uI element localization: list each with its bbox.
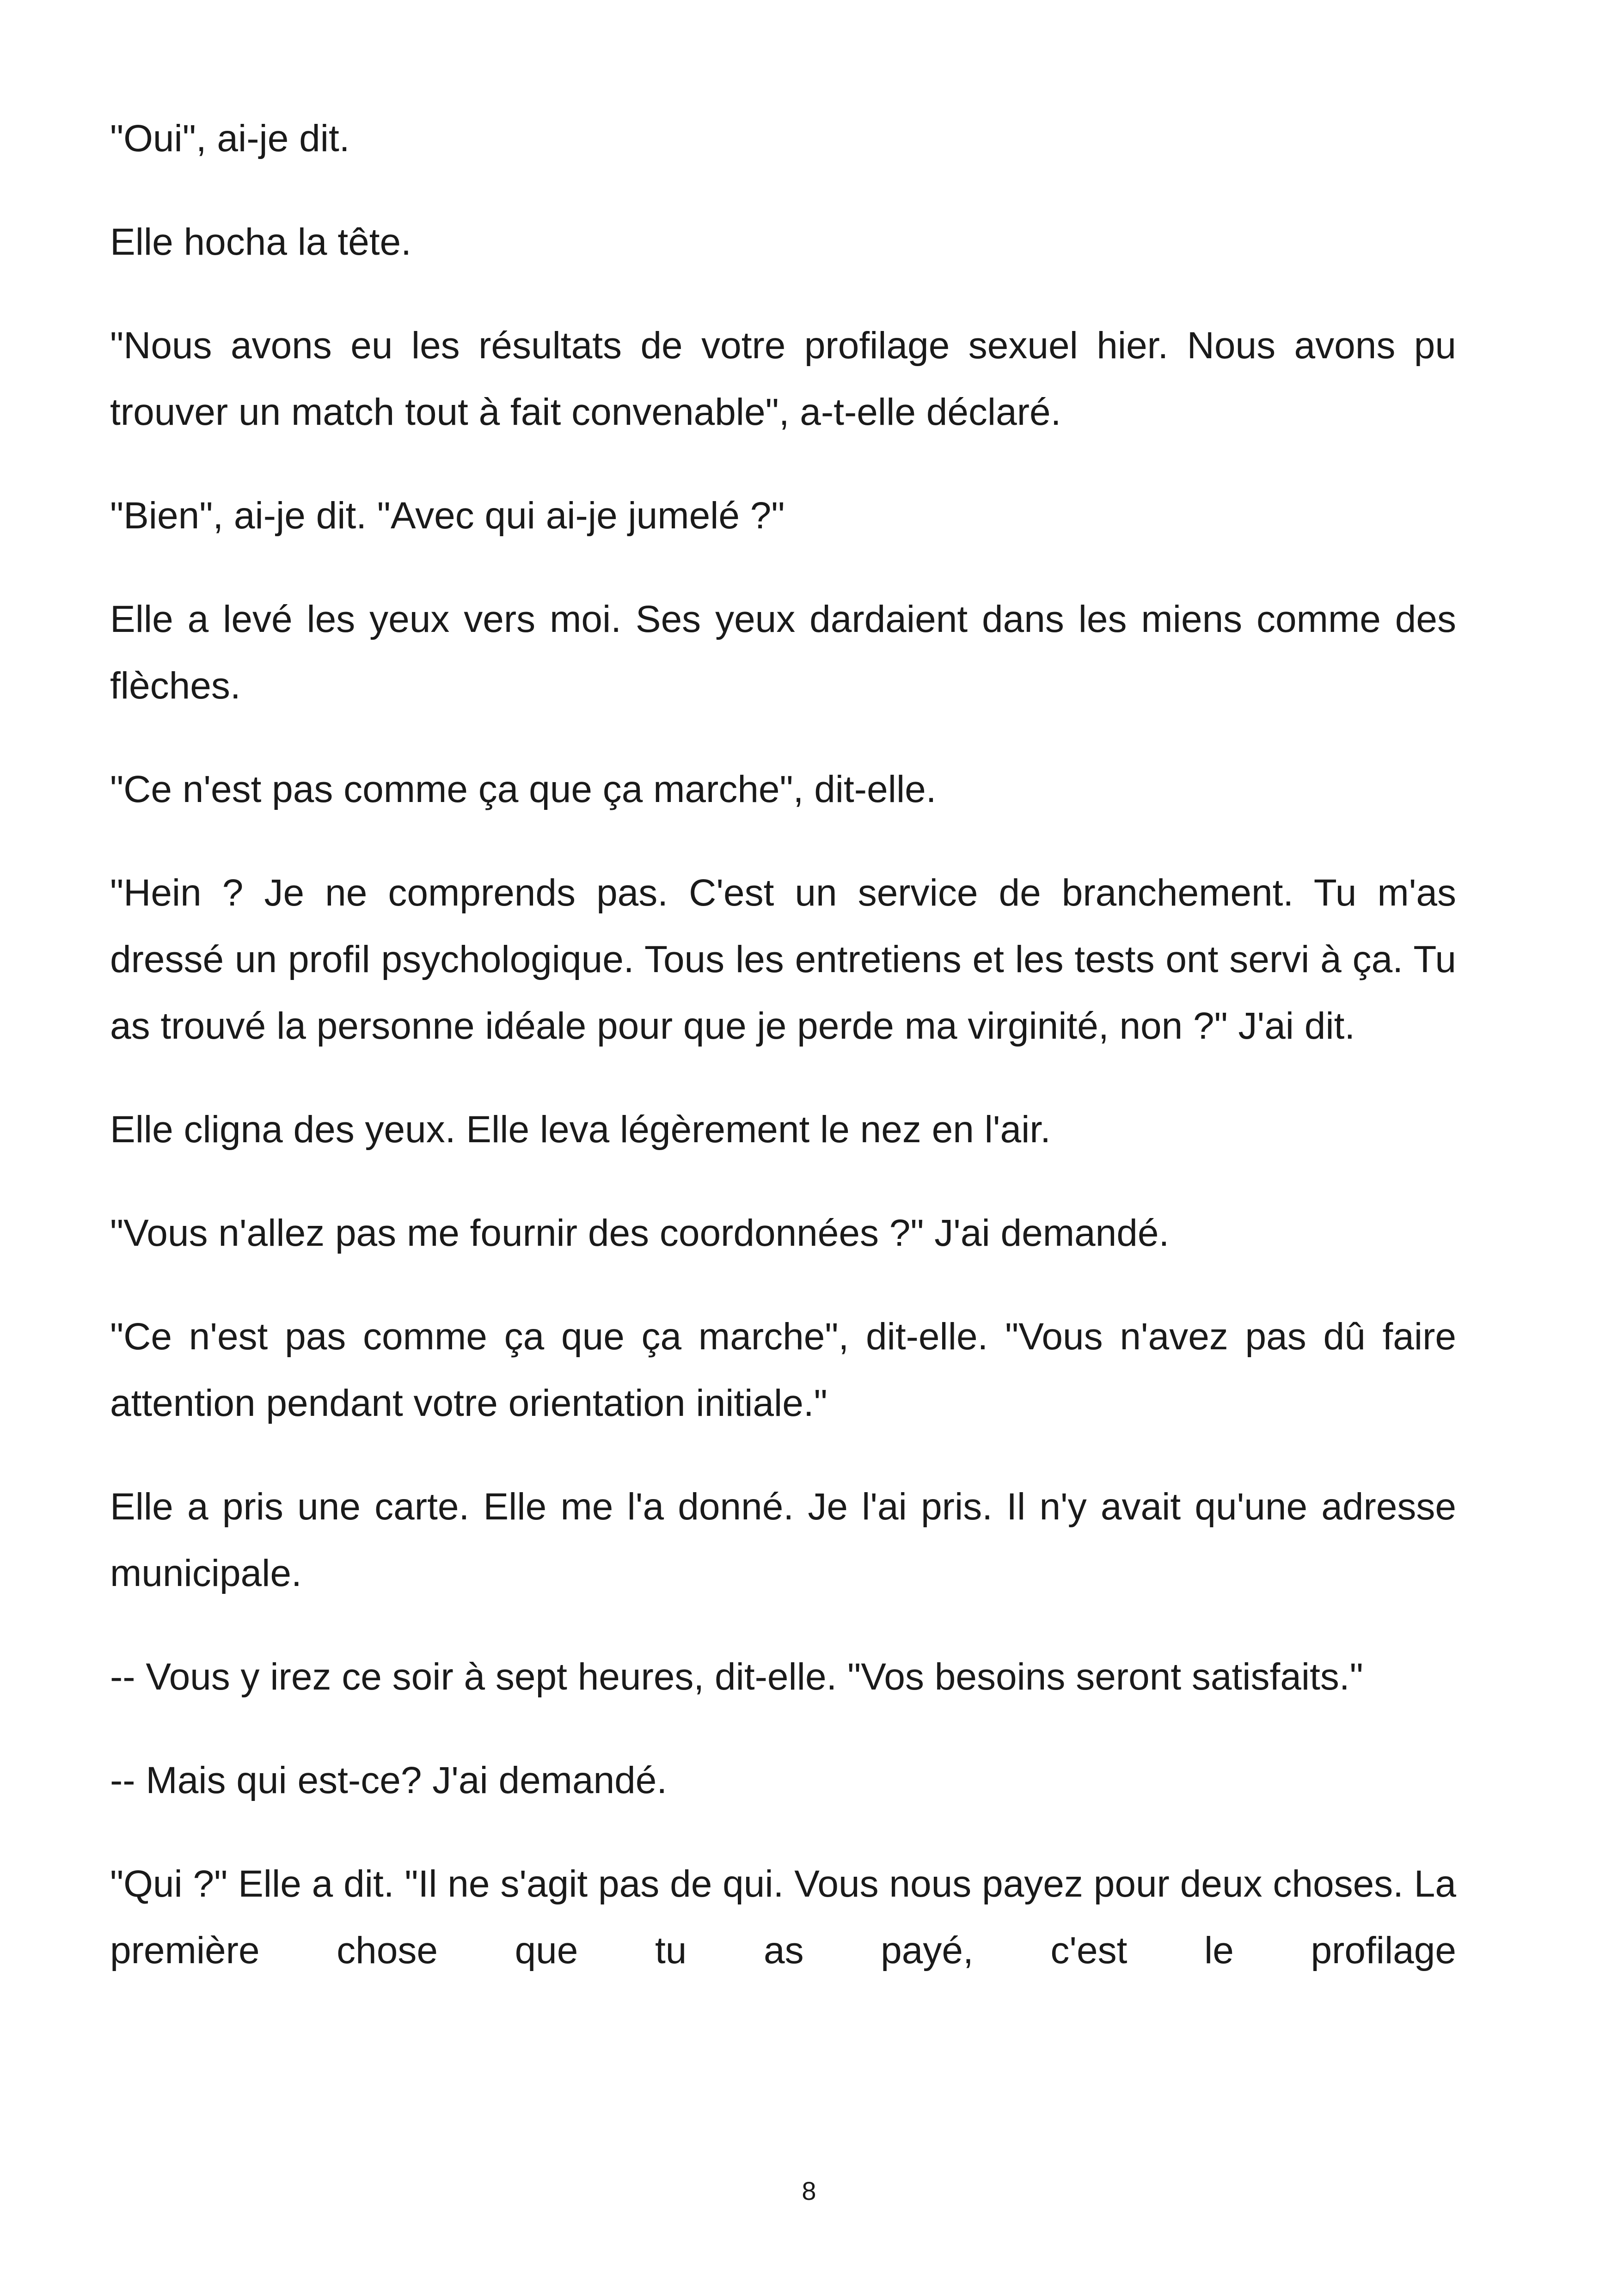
paragraph: "Qui ?" Elle a dit. "Il ne s'agit pas de qui. Vous nous payez pour deux choses. La première chose que tu as payé, c'est le profilage (110, 1863, 1456, 1971)
paragraph: "Oui", ai-je dit. (110, 117, 350, 159)
paragraph: -- Vous y irez ce soir à sept heures, dit-elle. "Vos besoins seront satisfaits." (110, 1656, 1363, 1698)
page-number: 8 (802, 2176, 816, 2205)
body-text (110, 105, 1456, 1984)
paragraph: -- Mais qui est-ce? J'ai demandé. (110, 1759, 668, 1801)
paragraph: Elle hocha la tête. (110, 221, 411, 263)
paragraph: "Bien", ai-je dit. "Avec qui ai-je jumelé ?" (110, 495, 785, 537)
paragraph: Elle cligna des yeux. Elle leva légèrement le nez en l'air. (110, 1108, 1051, 1151)
paragraph: "Ce n'est pas comme ça que ça marche", dit-elle. (110, 768, 937, 810)
paragraph: "Vous n'allez pas me fournir des coordonnées ?" J'ai demandé. (110, 1212, 1170, 1254)
paragraph: "Nous avons eu les résultats de votre profilage sexuel hier. Nous avons pu trouver un match tout à fait convenable", a-t-elle déclaré. (110, 325, 1456, 433)
paragraph: "Ce n'est pas comme ça que ça marche", dit-elle. "Vous n'avez pas dû faire attention pendant votre orientation initiale." (110, 1316, 1456, 1424)
paragraph: Elle a pris une carte. Elle me l'a donné. Je l'ai pris. Il n'y avait qu'une adresse municipale. (110, 1486, 1456, 1594)
paragraph: "Hein ? Je ne comprends pas. C'est un service de branchement. Tu m'as dressé un profil psychologique. Tous les entretiens et les tests ont servi à ça. Tu as trouvé la personne idéale pour que je perde ma virginité, non ?" J'ai dit. (110, 872, 1456, 1047)
paragraph: Elle a levé les yeux vers moi. Ses yeux dardaient dans les miens comme des flèches. (110, 598, 1456, 707)
